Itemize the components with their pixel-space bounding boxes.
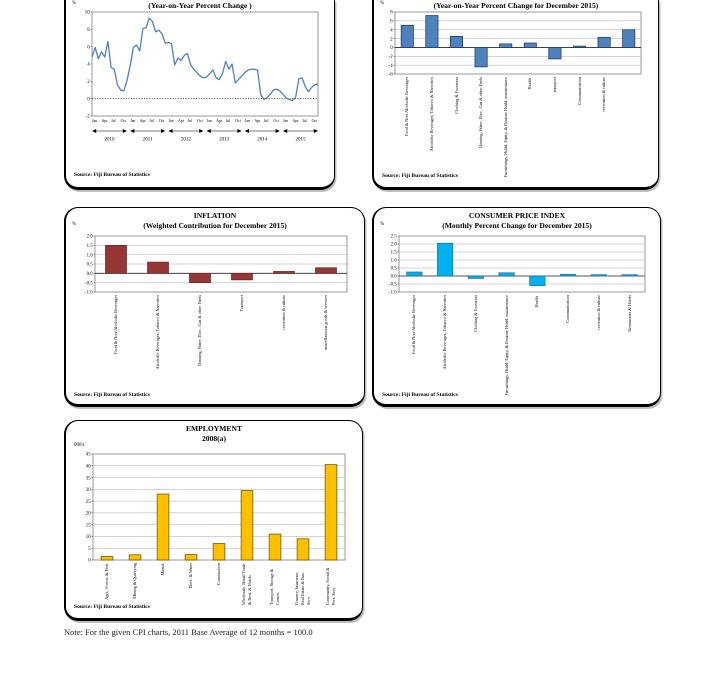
category-label: Communication [576,76,582,105]
category-label: Housing, Water, Elec., Gas & other Fuels [478,76,484,148]
svg-text:Oct: Oct [273,119,280,123]
svg-text:Apr: Apr [101,119,108,123]
category-label: Mining & Quarrying [131,562,137,599]
svg-text:10: 10 [84,10,90,16]
svg-text:8: 8 [390,10,393,16]
svg-text:Oct: Oct [120,119,127,123]
svg-text:0.0: 0.0 [390,274,397,280]
svg-text:0: 0 [390,46,393,52]
category-label: Food & Non-Alcoholic Beverages [411,294,417,354]
svg-text:Jul: Jul [225,119,231,123]
svg-text:Jul: Jul [302,119,307,123]
chart-canvas [71,452,355,608]
svg-text:1.0: 1.0 [390,258,397,264]
svg-text:0: 0 [88,558,91,564]
category-label: Communication [565,294,571,323]
category-label: recreation & culture [595,294,601,330]
weighted-contribution-bar-chart [71,234,357,392]
svg-text:5: 5 [88,546,91,552]
category-label: Community, Social & Pers. Serv. [324,566,336,605]
chart-title: (Year-on-Year Percent Change for December 2015) [433,1,599,10]
category-label: recreation & culture [601,76,607,112]
employment-bar-chart [71,452,355,608]
chart-canvas [379,10,651,178]
svg-text:Apr: Apr [139,119,146,123]
svg-text:Jul: Jul [111,119,116,123]
svg-text:25: 25 [85,499,91,505]
y-axis-unit-label: % [380,1,385,6]
category-label: Health [534,296,540,308]
y-axis-unit-label: % [380,222,385,227]
svg-text:6: 6 [390,19,393,25]
svg-text:2.0: 2.0 [86,234,93,240]
svg-text:Apr: Apr [177,119,185,123]
svg-text:Jul: Jul [187,119,193,123]
category-label: Transport, Storage & Comm. [268,568,280,605]
svg-text:Jan: Jan [92,119,98,123]
svg-text:2011: 2011 [142,137,153,143]
svg-text:4: 4 [390,28,393,34]
yoy-inflation-line-chart [72,10,326,170]
svg-text:15: 15 [85,523,91,529]
yoy-percent-change-bar-chart [379,10,651,178]
employment-panel [64,420,363,621]
svg-text:2013: 2013 [219,137,230,143]
svg-text:1.0: 1.0 [86,253,93,259]
chart-subtitle: (Weighted Contribution for December 2015) [143,220,287,230]
category-label: Manuf. [159,562,165,576]
svg-text:0.0: 0.0 [86,272,93,278]
svg-text:30: 30 [85,488,91,494]
svg-text:40: 40 [85,464,91,470]
category-label: Clothing & Footwear [472,294,478,332]
category-label: Finance, Insurance, Real Estate & Bus. Serv. [293,570,312,605]
chart-canvas [379,234,653,392]
category-label: recreation & culture [280,294,286,330]
svg-text:Jan: Jan [282,119,289,123]
svg-text:Apr: Apr [216,119,223,123]
svg-text:Oct: Oct [235,119,241,123]
svg-text:2010: 2010 [104,137,115,143]
svg-text:8: 8 [87,28,90,34]
cpi-base-note: Note: For the given CPI charts, 2011 Base Average of 12 months = 100.0 [64,627,313,637]
source-label: Source: Fiji Bureau of Statistics [74,172,150,178]
category-label: Construction [215,562,221,585]
source-label: Source: Fiji Bureau of Statistics [382,173,458,179]
svg-text:4: 4 [87,62,90,68]
svg-text:-0.5: -0.5 [85,281,93,287]
svg-text:0: 0 [87,97,90,103]
svg-text:Oct: Oct [197,119,203,123]
chart-title: CONSUMER PRICE INDEX [468,211,566,220]
svg-text:Apr: Apr [292,119,299,123]
svg-text:-4: -4 [388,63,393,69]
svg-text:0.5: 0.5 [390,266,397,272]
source-label: Source: Fiji Bureau of Statistics [74,392,150,398]
chart-subtitle: (Monthly Percent Change for December 2015) [442,220,592,230]
svg-text:6: 6 [87,45,90,51]
svg-text:Apr: Apr [254,119,261,123]
svg-text:45: 45 [85,452,91,458]
category-label: Restaurants & Hotels [626,294,632,332]
svg-text:-2: -2 [85,114,90,120]
svg-text:Oct: Oct [158,119,165,123]
category-label: Furnishings, Hshld. Equip. & Routine Hshld. maintenance [503,294,509,395]
cpi-monthly-change-panel [372,207,661,407]
chart-subtitle: 2008(a) [201,433,227,443]
svg-text:0.5: 0.5 [86,262,93,268]
svg-text:Oct: Oct [311,119,318,123]
category-label: Wholesale, Retail Trade & Rest. & Hotels [240,563,252,605]
svg-text:2015: 2015 [295,137,306,143]
svg-text:10: 10 [85,535,91,541]
category-label: transport [551,76,557,92]
svg-text:2.5: 2.5 [390,234,397,240]
svg-text:Jan: Jan [130,119,136,123]
category-label: miscellaneous goods & services [322,294,328,350]
svg-text:35: 35 [85,476,91,482]
chart-canvas [72,10,326,170]
category-label: Food & Non-Alcoholic Beverages [112,294,118,354]
weighted-contribution-panel [64,207,365,407]
svg-text:2.0: 2.0 [390,242,397,248]
svg-text:20: 20 [85,511,91,517]
category-label: Clothing & Footwear [453,76,459,114]
svg-text:2: 2 [87,80,90,86]
svg-text:Jul: Jul [263,119,269,123]
chart-title: (Year-on-Year Percent Change ) [148,1,252,10]
svg-text:2: 2 [390,37,393,43]
svg-text:-6: -6 [388,72,393,78]
y-axis-unit-label: % [72,222,77,227]
category-label: Housing, Water, Elec., Gas & other Fuels [196,294,202,366]
svg-text:Jul: Jul [149,119,154,123]
svg-text:-2: -2 [388,54,393,60]
source-label: Source: Fiji Bureau of Statistics [74,604,150,610]
category-label: Furnishings, Hshld. Equip. & Routine Hshld. maintenance [502,76,508,177]
inflation-trend-panel [64,0,335,190]
category-label: Health [527,78,533,90]
y-axis-unit-label: 000's [74,443,85,448]
category-label: Transport [238,294,244,312]
svg-text:1.5: 1.5 [86,244,93,250]
chart-title: EMPLOYMENT [185,424,243,433]
category-label: Food & Non-Alcoholic Beverages [404,76,410,136]
source-label: Source: Fiji Bureau of Statistics [382,392,458,398]
svg-text:2012: 2012 [180,137,191,143]
svg-text:-1.0: -1.0 [85,290,93,296]
category-label: Alcoholic Beverages, Tobacco & Narcotics [154,294,160,369]
svg-text:1.5: 1.5 [390,250,397,256]
y-axis-unit-label: % [72,1,77,6]
svg-text:Jan: Jan [244,119,250,123]
svg-text:Jan: Jan [168,119,174,123]
chart-title: INFLATION [193,211,237,220]
yoy-percent-change-panel [372,0,659,190]
category-label: Alcoholic Beverages, Tobacco & Narcotics [442,294,448,369]
svg-text:Jan: Jan [206,119,212,123]
svg-text:-1.0: -1.0 [389,290,397,296]
svg-text:-0.5: -0.5 [389,282,397,288]
category-label: Alcoholic Beverages, Tobacco & Narcotics [428,76,434,151]
category-label: Agri., Forest. & Fish. [103,562,109,600]
category-label: Elect. & Water [187,562,193,588]
svg-text:2014: 2014 [257,137,268,143]
